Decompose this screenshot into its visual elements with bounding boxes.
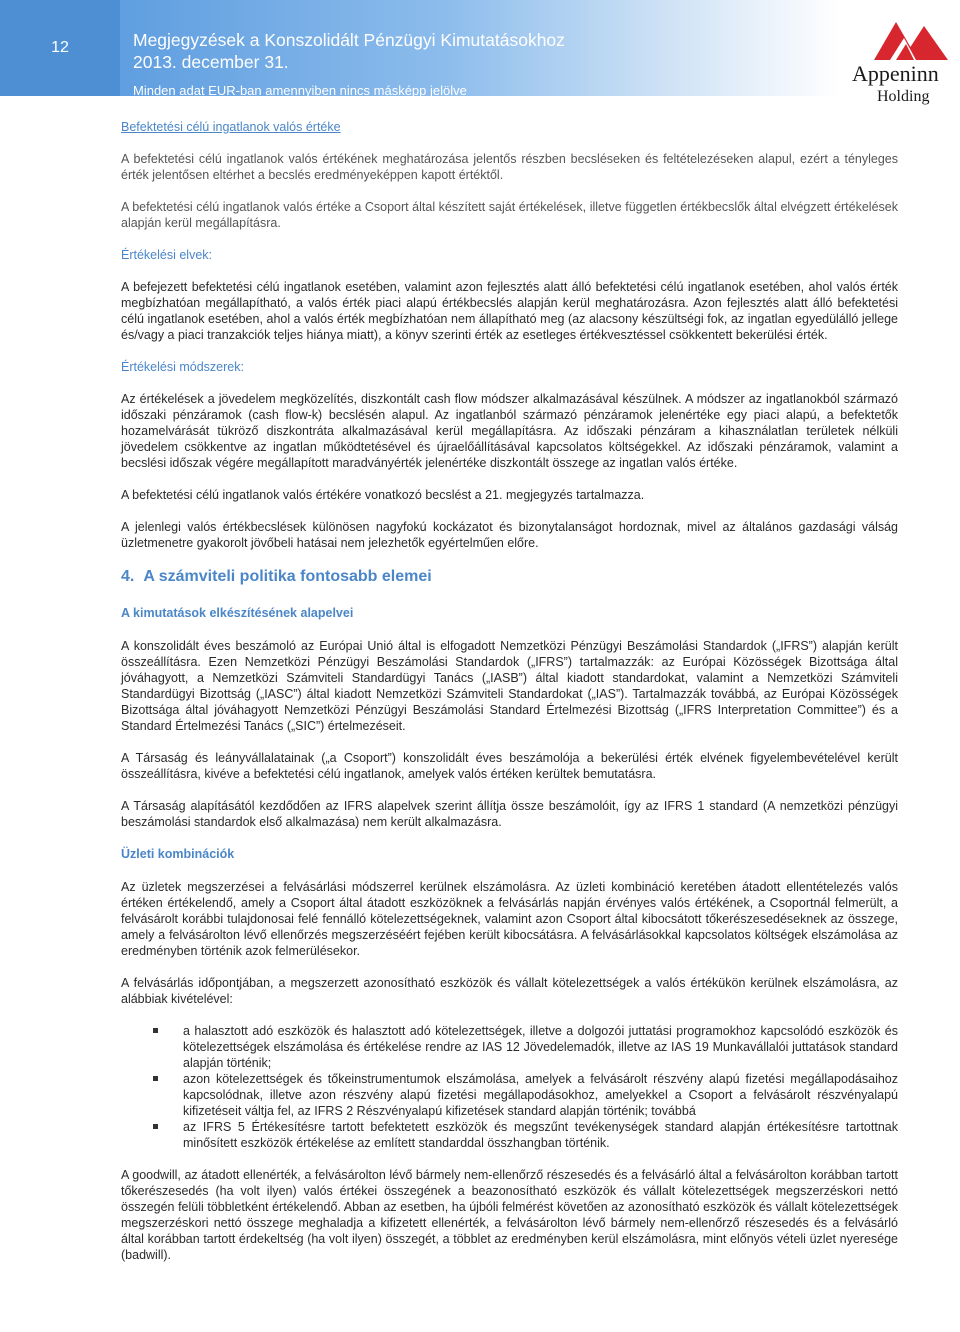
- page-number-box: [0, 0, 120, 96]
- header-title: Megjegyzések a Konszolidált Pénzügyi Kimutatásokhoz: [133, 30, 565, 50]
- subheading-preparation-basis: A kimutatások elkészítésének alapelvei: [121, 606, 354, 620]
- paragraph: A jelenlegi valós értékbecslések különösen nagyfokú kockázatot és bizonytalanságot hordoznak, mivel az általános gazdasági válság üzletmenetre gyakorolt jövőbeli hatásai nem jelezhetők egyértelműen előre.: [121, 520, 898, 550]
- paragraph: A Társaság alapításától kezdődően az IFRS alapelvek szerint állítja össze beszámolóit, így az IFRS 1 standard (A nemzetközi pénzügyi beszámolási standardok első alkalmazása) nem került alkalmazásra.: [121, 799, 898, 829]
- header-date: 2013. december 31.: [133, 52, 289, 72]
- paragraph: Az értékelések a jövedelem megközelítés, diszkontált cash flow módszer alkalmazásával készülnek. A módszer az ingatlanokból származó időszaki pénzáramok (cash flow-k) becslésén alapul. Az ingatlanból származó pénzáramok jelenértéke egy piaci alapú, a befektetők hozamelvárását tükröző diszkontráta alkalmazásával kerül megállapításra. Az időszaki pénzáram a kihasználatlan területek nélküli jövedelem csökkentve az ingatlan működtetésével és újraelőállításával kapcsolatos költségekkel. Az időszaki pénzáramok, valamint a becslési időszak végére megállapított maradványérték jelenértéke diszkontált összege az ingatlan valós értéke.: [121, 392, 898, 470]
- chapter-number: 4.: [121, 568, 135, 585]
- logo-subtitle: Holding: [877, 88, 930, 105]
- paragraph: A konszolidált éves beszámoló az Európai Unió által is elfogadott Nemzetközi Pénzügyi Beszámolási Standardok („IFRS”) alapján került összeállításra. Ezen Nemzetközi Pénzügyi Beszámolási Standardok („IFRS”) tartalmazzák: az Európai Közösségek Bizottsága által jóváhagyott, a Nemzetközi Számviteli Standardügyi Tanács („IASB”) által kiadott standardokat, valamint a Nemzetközi Számviteli Standardügyi Bizottság („IASC”) által kiadott Nemzetközi Számviteli Standardokat („IAS”). Tartalmazzák továbbá, az Európai Közösségek Bizottsága által jóváhagyott Nemzetközi Pénzügyi Beszámolási Standard Értelmezési Bizottság („IFRS Interpretation Committee”) és a Standard Értelmezési Tanács („SIC”) értelmezéseit.: [121, 639, 898, 733]
- paragraph: Az üzletek megszerzései a felvásárlási módszerrel kerülnek elszámolásra. Az üzleti kombináció keretében átadott ellentételezés valós értéken értékelendő, amely a Csoport által átadott eszközöknek a felvásárlás napján érvényes valós értékének, a Csoportnál felmerült, a felvásárolt korábbi tulajdonosai felé fennálló kötelezettségeknek, valamint azon Csoport által kibocsátott tőkerészesedéseknek az összege, amely a felvásárolton lévő ellenőrzés megszerzéséért fejében került kibocsátásra. A felvásárlásokkal kapcsolatos költségek elszámolása az eredményben történik azok felmerülésekor.: [121, 880, 898, 958]
- paragraph: A befektetési célú ingatlanok valós értékére vonatkozó becslést a 21. megjegyzés tartalmazza.: [121, 488, 645, 502]
- paragraph: A Társaság és leányvállalatainak („a Csoport”) konszolidált éves beszámolója a bekerülési érték elvének figyelembevételével került összeállításra, kivéve a befektetési célú ingatlanok, amelyek valós értéken kerültek bemutatásra.: [121, 751, 898, 781]
- section-heading-investment-property: Befektetési célú ingatlanok valós értéke: [121, 120, 341, 134]
- logo-name: Appeninn: [852, 61, 939, 86]
- list-item: az IFRS 5 Értékesítésre tartott befektetett eszközök és megszűnt tevékenységek standard alapján értékesítésre tartottnak minősített eszközök értékelése az említett standarddal összhangban történik.: [121, 1119, 898, 1151]
- chapter-heading: [121, 567, 898, 587]
- list-item: azon kötelezettségek és tőkeinstrumentumok elszámolása, amelyek a felvásárolt részvény alapú fizetési megállapodásaihoz kapcsolódnak, illetve azon részvény alapú fizetési megállapodásokhoz, amelyekkel a Csoport a felvásárolt részvényalapú kifizetéseit váltja fel, az IFRS 2 Részvényalapú kifizetések standard alapján történik; továbbá: [121, 1071, 898, 1119]
- paragraph: A felvásárlás időpontjában, a megszerzett azonosítható eszközök és vállalt kötelezettségek a valós értékükön kerülnek elszámolásra, az alábbiak kivételével:: [121, 976, 898, 1006]
- paragraph: A goodwill, az átadott ellenérték, a felvásárolton lévő bármely nem-ellenőrző részesedés és a felvásárló által a felvásárolton korábban tartott tőkerészesedés (ha volt ilyen) valós értékei összegének a beazonosítható eszközök és vállalt kötelezettségek megszerzéskori nettó összegén felüli többletként értékelendő. Abban az esetben, ha újbóli felmérést követően az azonosítható eszközök és vállalt kötelezettségek megszerzéskori nettó összege meghaladja a kifizetett ellenérték, a felvásárolton lévő bármely nem-ellenőrző részesedés és a felvásárló által korábban tartott érdekeltség (ha volt ilyen) összegét, a többlet az eredményben kerül elszámolásra, mint előnyös vételi üzlet nyeresége (badwill).: [121, 1168, 898, 1262]
- paragraph: A befejezett befektetési célú ingatlanok esetében, valamint azon fejlesztés alatt álló befektetési célú ingatlanok esetében, ahol valós érték megbízhatóan megállapítható, a valós érték piaci alapú értékbecslés alapján kerül meghatározásra. Azon fejlesztés alatt álló befektetési célú ingatlanok esetében, ahol a valós érték megbízhatóan nem állapítható meg (az alacsony készültségi fok, az ingatlan egyedülálló jellege és/vagy a piaci tranzakciók teljes hiánya miatt), a könyv szerinti érték az esetleges értékvesztéssel csökkentett bekerülési érték.: [121, 280, 898, 342]
- bullet-list: [121, 1023, 898, 1151]
- page-number: 12: [51, 39, 69, 56]
- header-subtitle: Minden adat EUR-ban amennyiben nincs másképp jelölve: [133, 83, 467, 98]
- subheading-business-combinations: Üzleti kombinációk: [121, 847, 235, 861]
- subheading-valuation-principles: Értékelési elvek:: [121, 248, 213, 262]
- paragraph: A befektetési célú ingatlanok valós értéke a Csoport által készített saját értékelések, illetve független értékbecslők által elvégzett értékelések alapján kerül megállapításra.: [121, 200, 898, 230]
- subheading-valuation-methods: Értékelési módszerek:: [121, 360, 244, 374]
- paragraph: A befektetési célú ingatlanok valós értékének meghatározása jelentős részben becsléseken és feltételezéseken alapul, ezért a tényleges érték jelentősen eltérhet a becslés eredményeképpen kapott értéktől.: [121, 152, 898, 182]
- list-item: a halasztott adó eszközök és halasztott adó kötelezettségek, illetve a dolgozói juttatási programokhoz kapcsolódó eszközök és kötelezettségek elszámolása és értékelése rendre az IAS 12 Jövedelemadók, illetve az IAS 19 Munkavállalói juttatások standard alapján történik;: [121, 1023, 898, 1071]
- chapter-title: A számviteli politika fontosabb elemei: [143, 568, 432, 585]
- document-body: [121, 119, 898, 1279]
